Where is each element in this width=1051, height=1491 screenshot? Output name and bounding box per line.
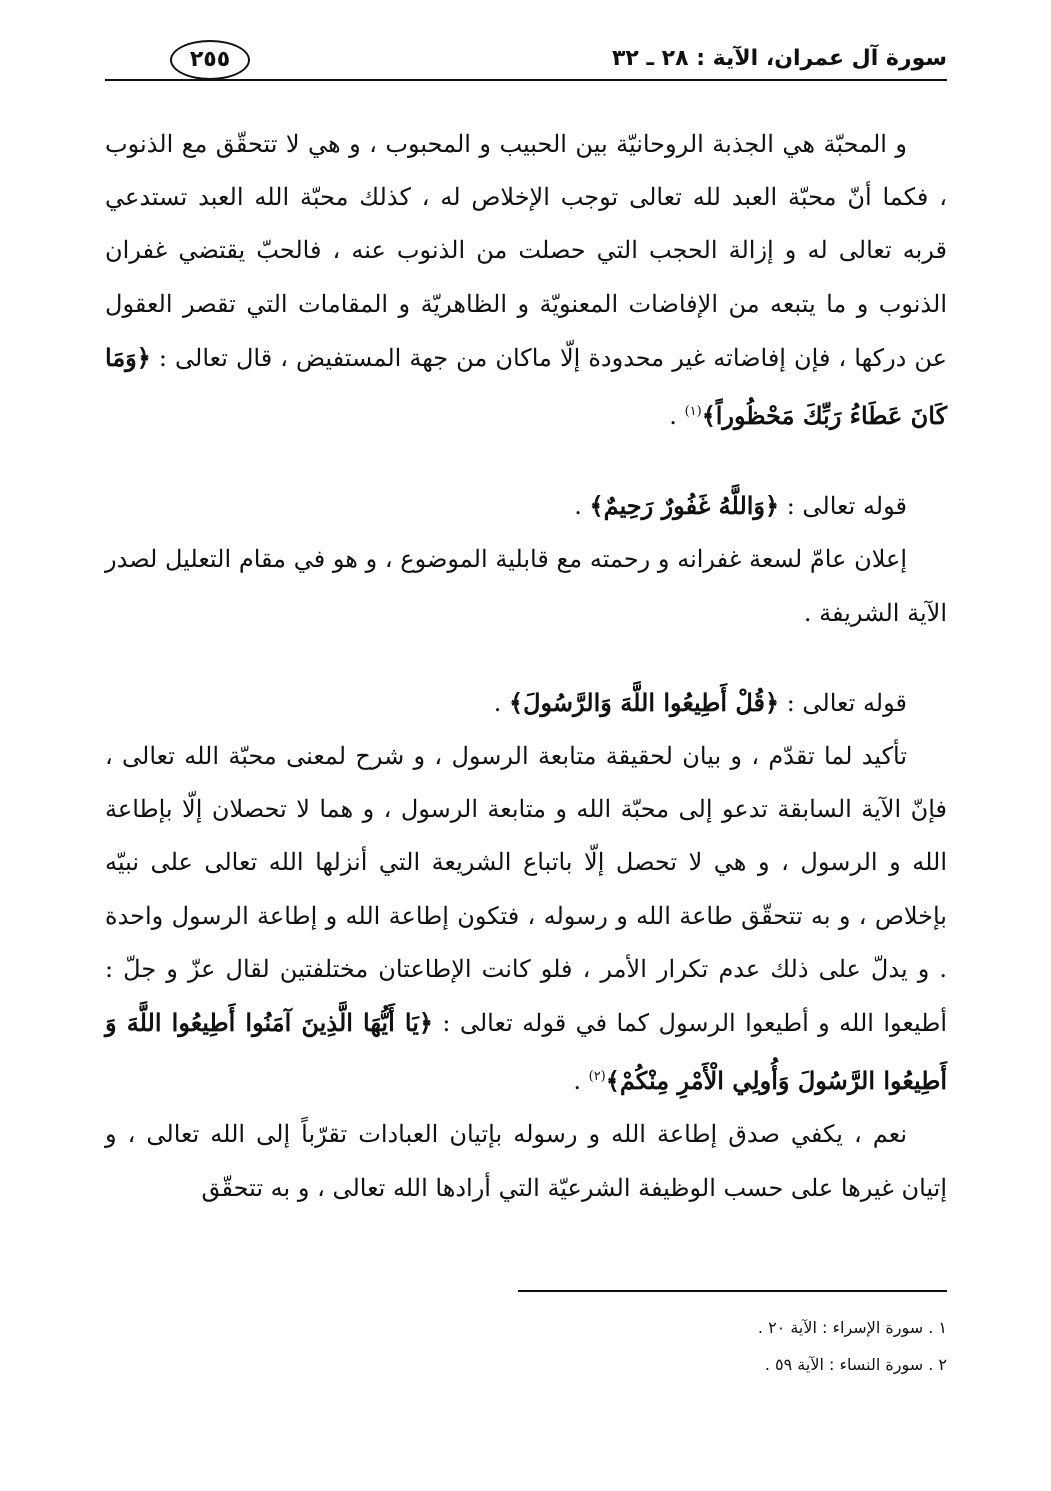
- footnote-ref: (٢): [588, 1069, 606, 1085]
- paragraph-announcement: إعلان عامّ لسعة غفرانه و رحمته مع قابلية الموضوع ، و هو في مقام التعليل لصدر الآية الشريفة .: [105, 545, 947, 627]
- running-title: سورة آل عمران، الآية : ٢٨ ـ ٣٢: [611, 46, 947, 71]
- main-text: [105, 118, 947, 1215]
- heading-intro: قوله تعالى :: [779, 688, 907, 717]
- sentence-end: .: [493, 688, 510, 717]
- footnote-1: ١ . سورة الإسراء : الآية ٢٠ .: [757, 1318, 947, 1337]
- sentence-end: .: [574, 492, 590, 521]
- paragraph-love: [105, 118, 947, 443]
- footnote-2: ٢ . سورة النساء : الآية ٥٩ .: [764, 1355, 947, 1374]
- quran-verse: ﴿وَمَا كَانَ عَطَاءُ رَبِّكَ مَحْظُوراً﴾: [105, 342, 947, 431]
- verse-heading-obey: [105, 676, 947, 730]
- paragraph-worship: نعم ، يكفي صدق إطاعة الله و رسوله بإتيان العبادات تقرّباً إلى الله تعالى ، و إتيان غيرها على حسب الوظيفة الشرعيّة التي أرادها الله تعالى ، و به تتحقّق: [105, 1120, 947, 1202]
- quran-verse: ﴿وَاللَّهُ غَفُورٌ رَحِيمٌ﴾: [589, 491, 780, 521]
- footnote-divider: [518, 1290, 947, 1292]
- footnote-ref: (١): [684, 404, 702, 420]
- footnotes: [447, 1318, 947, 1392]
- page-header: [105, 40, 947, 80]
- quran-verse: ﴿قُلْ أَطِيعُوا اللَّهَ وَالرَّسُولَ﴾: [509, 687, 780, 717]
- sentence-end: .: [573, 1067, 589, 1096]
- sentence-end: .: [669, 402, 685, 431]
- heading-intro: قوله تعالى :: [779, 492, 907, 521]
- header-divider: [105, 79, 947, 81]
- paragraph-obedience: [105, 730, 947, 1108]
- page-number-badge: ٢٥٥: [170, 40, 250, 80]
- paragraph-text: و المحبّة هي الجذبة الروحانيّة بين الحبيب و المحبوب ، و هي لا تتحقّق مع الذنوب ، فكما أنّ محبّة العبد لله تعالى توجب الإخلاص له ، كذلك محبّة الله العبد تستدعي قربه تعالى له و إزالة الحجب التي حصلت من الذنوب عنه ، فالحبّ يقتضي غفران الذنوب و ما يتبعه من الإفاضات المعنويّة و الظاهريّة و المقامات التي تقصر العقول عن دركها ، فإن إفاضاته غير محدودة إلّا ماكان من جهة المستفيض ، قال تعالى :: [105, 130, 947, 372]
- quran-verse: ﴿يَا أَيُّهَا الَّذِينَ آمَنُوا أَطِيعُوا اللَّهَ وَ أَطِيعُوا الرَّسُولَ وَأُولِي الْأَمْرِ مِنْكُمْ﴾: [105, 1008, 947, 1096]
- paragraph-text: تأكيد لما تقدّم ، و بيان لحقيقة متابعة الرسول ، و شرح لمعنى محبّة الله تعالى ، فإنّ الآية السابقة تدعو إلى محبّة الله و متابعة الرسول ، و هما لا تحصلان إلّا بإطاعة الله و الرسول ، و هي لا تحصل إلّا باتباع الشريعة التي أنزلها الله تعالى على نبيّه بإخلاص ، و به تتحقّق طاعة الله و رسوله ، فتكون إطاعة الله و إطاعة الرسول واحدة . و يدلّ على ذلك عدم تكرار الأمر ، فلو كانت الإطاعتان مختلفتين لقال عزّ و جلّ : أطيعوا الله و أطيعوا الرسول كما في قوله تعالى :: [105, 742, 947, 1038]
- verse-heading-forgiving: [105, 479, 947, 533]
